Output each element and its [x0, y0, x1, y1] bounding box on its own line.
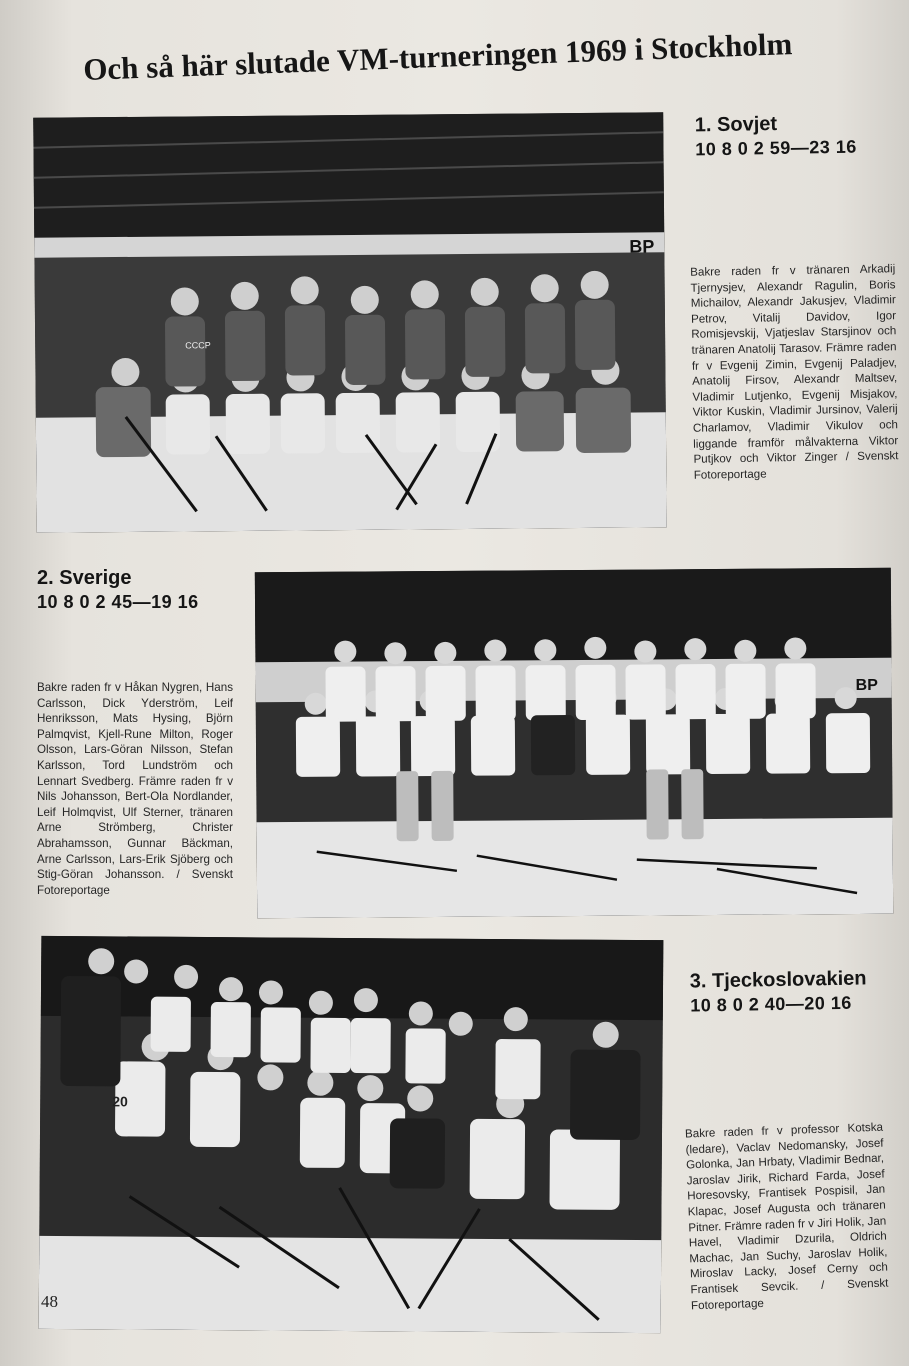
team-score: 10 8 0 2 45—19 16	[37, 592, 199, 612]
caption-sovjet: Bakre raden fr v tränaren Arkadij Tjernysjev, Alexandr Ragulin, Boris Michailov, Alexandr Jakusjev, Vladimir Petrov, Vitalij Davidov, Igor Romisjevskij, Vjatjeslav Starsjinov och tränaren Anatolij Tarasov. Främre raden fr v Evgenij Zimin, Evgenij Paladjev, Anatolij Firsov, Alexandr Maltsev, Vladimir Lutjenko, Evgenij Misjakov, Viktor Kuskin, Vladimir Jursinov, Valerij Charlamov, Vladimir Vikulov och liggande framför målvakterna Viktor Putjkov och Viktor Zinger / Svenskt Fotoreportage	[690, 262, 899, 482]
team-score: 10 8 0 2 59—23 16	[695, 136, 857, 160]
page-number: 48	[41, 1292, 58, 1311]
photo-tjeckoslovakien-team	[39, 936, 664, 1333]
team-heading-tjeckoslovakien	[690, 966, 868, 1017]
page-headline: Och så här slutade VM-turneringen 1969 i Stockholm	[82, 26, 793, 88]
caption-sverige: Bakre raden fr v Håkan Nygren, Hans Carlsson, Dick Yderström, Leif Henriksson, Mats Hysing, Björn Palmqvist, Kjell-Rune Milton, Roger Olsson, Lars-Göran Nilsson, Stefan Karlsson, Tord Lundström och Lennart Svedberg. Främre raden fr v Nils Johansson, Bert-Ola Nordlander, Leif Holmqvist, Ulf Sterner, tränaren Arne Strömberg, Christer Abrahamsson, Gunnar Bäckman, Arne Carlsson, Lars-Erik Sjöberg och Stig-Göran Johansson. / Svenskt Fotoreportage	[37, 681, 233, 897]
team-heading-sverige	[37, 566, 199, 614]
photo-sverige-team	[255, 568, 893, 918]
jersey-cccp-text: CCCP	[185, 340, 211, 351]
photo-sovjet-team	[33, 112, 667, 532]
arena-sign-text: BP	[629, 236, 655, 257]
team-name: 2. Sverige	[37, 567, 132, 589]
team-name: 1. Sovjet	[694, 112, 778, 137]
team-score: 10 8 0 2 40—20 16	[690, 992, 852, 1016]
team-name: 3. Tjeckoslovakien	[689, 967, 867, 993]
caption-tjeckoslovakien: Bakre raden fr v professor Kotska (ledare), Vaclav Nedomansky, Josef Golonka, Jan Hrbaty, Vladimir Bednar, Jaroslav Jirik, Richard Farda, Josef Horesovsky, Frantisek Pospisil, Jan Klapac, Josef Augusta och tränaren Pitner. Främre raden fr v Jiri Holik, Jan Havel, Vladimir Dzurila, Oldrich Machac, Jan Suchy, Jaroslav Holik, Miroslav Lacky, Josef Cerny och Frantisek Sevcik. / Svenskt Fotoreportage	[684, 1120, 889, 1312]
svg-text:BP: BP	[855, 676, 878, 695]
svg-text:20: 20	[112, 1093, 128, 1110]
team-heading-sovjet	[695, 111, 857, 162]
